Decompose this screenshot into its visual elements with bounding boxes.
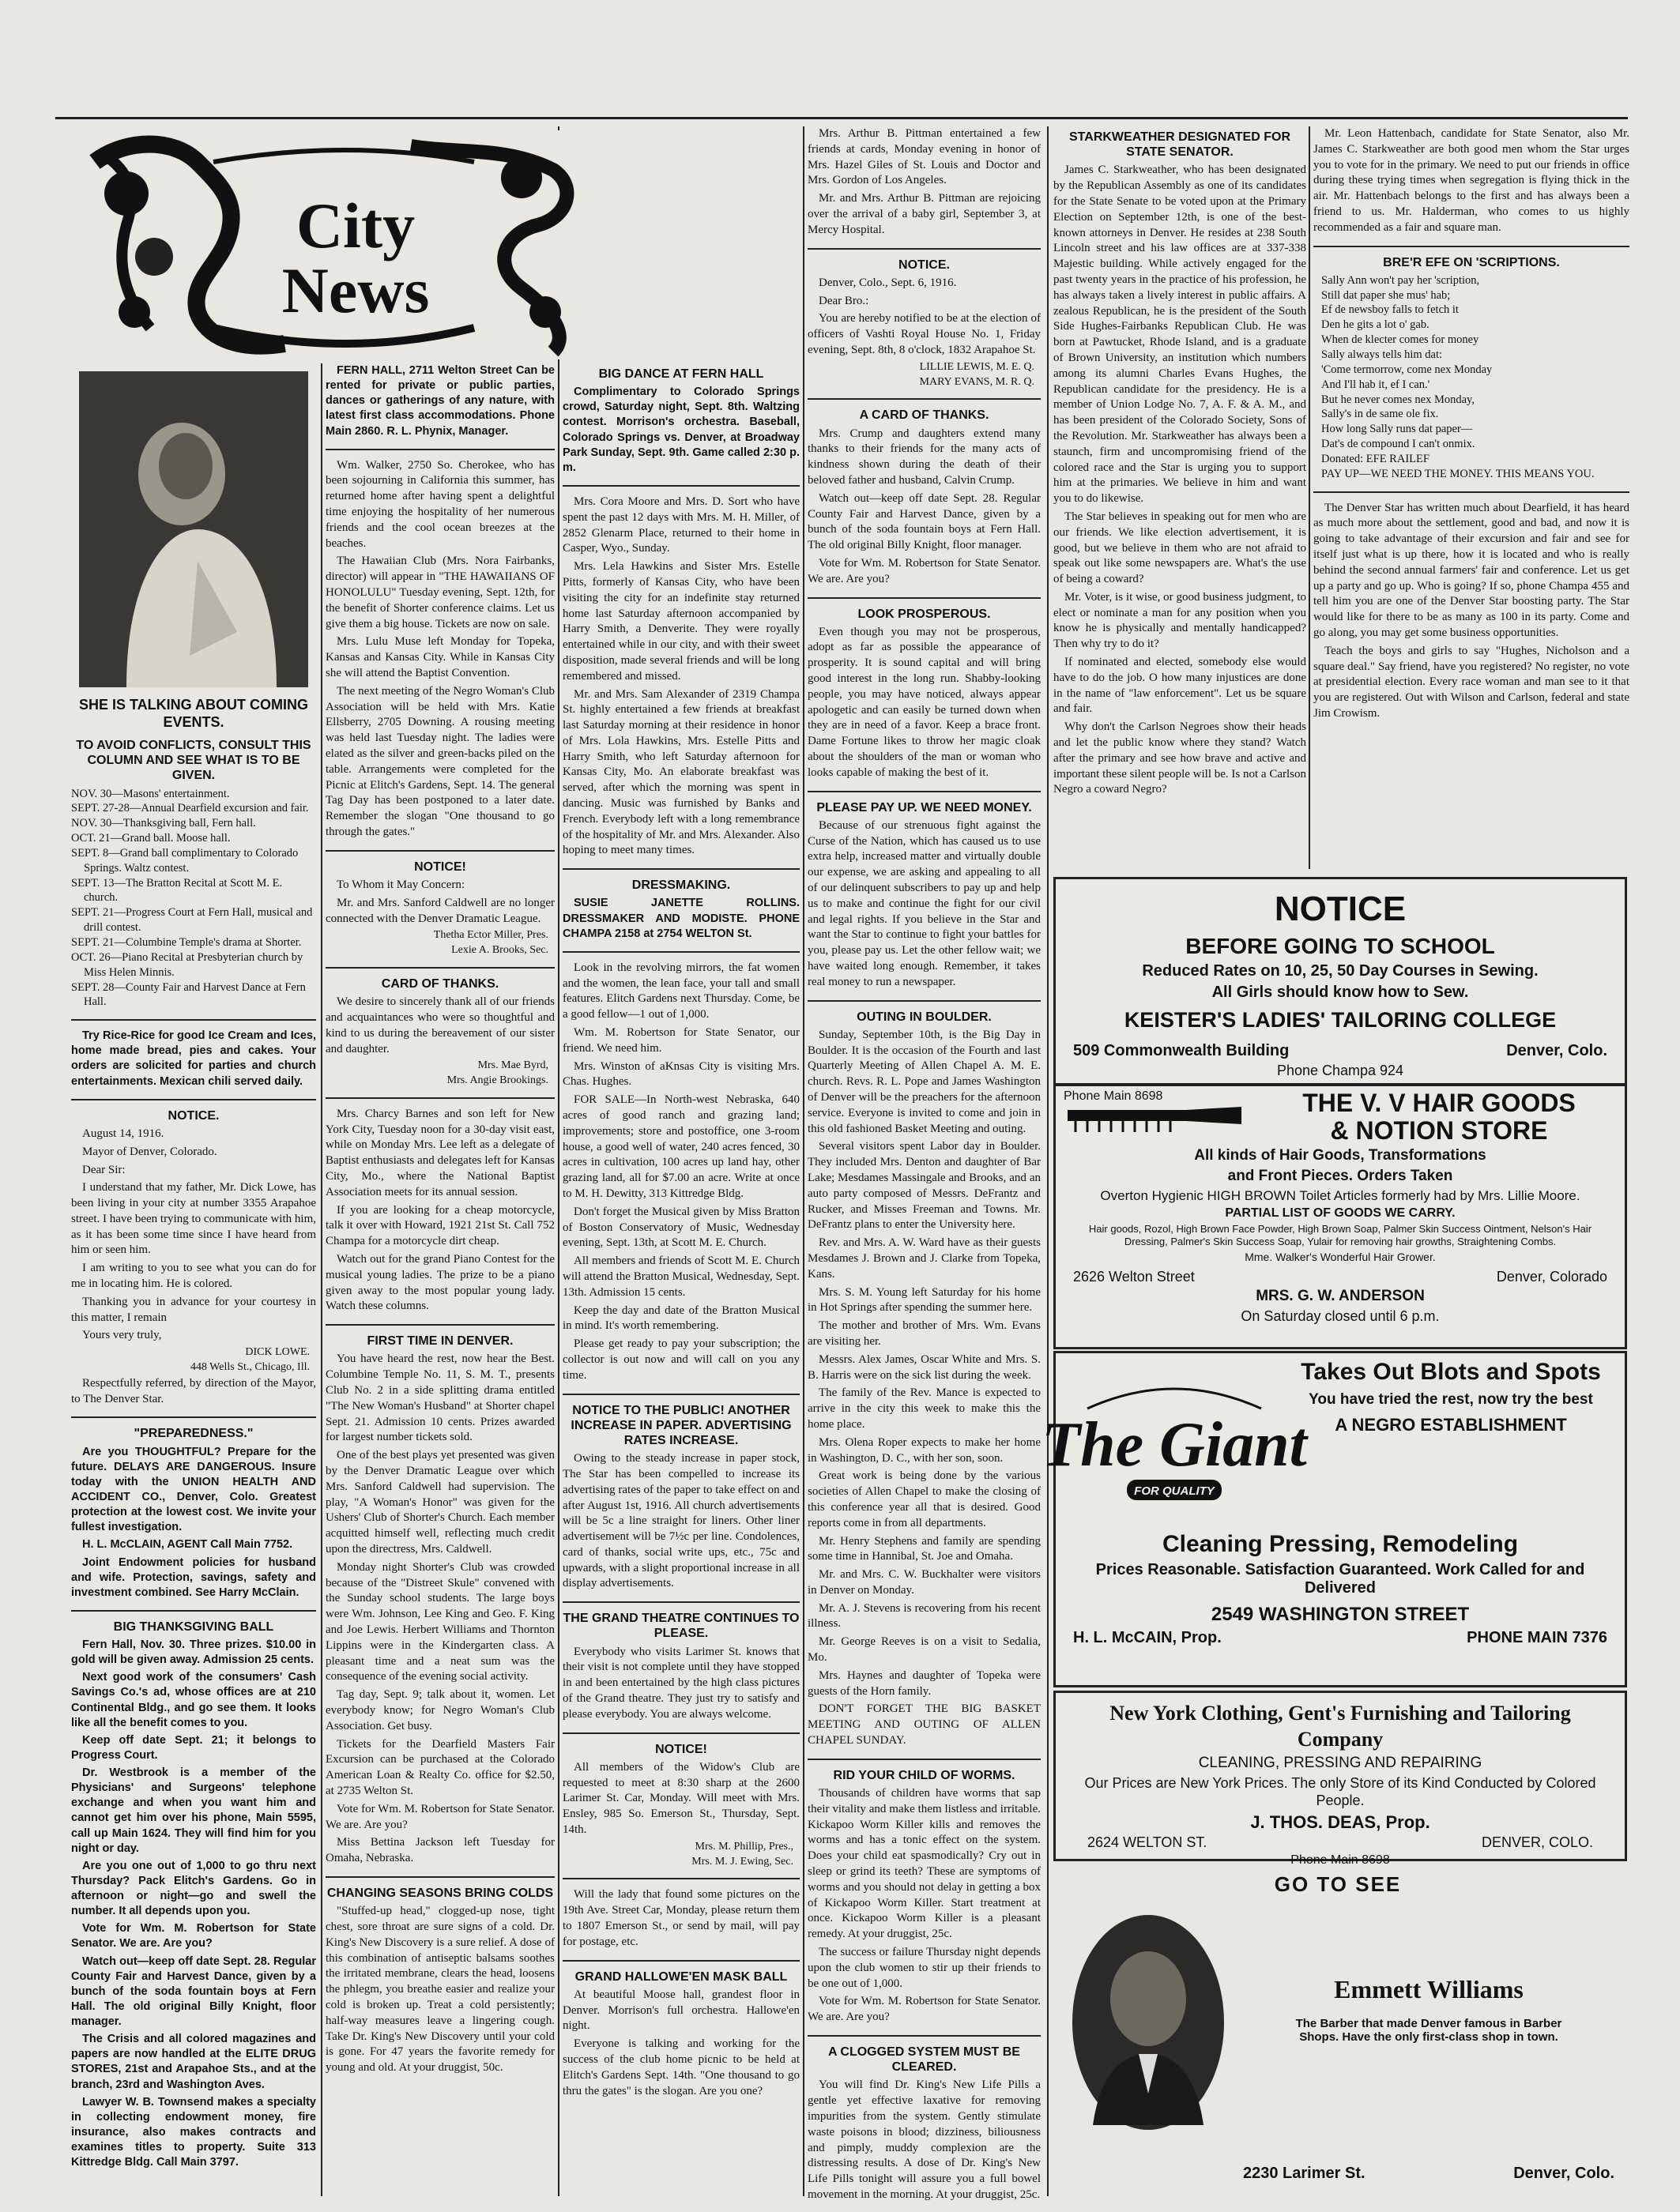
column-rule — [1309, 126, 1310, 869]
article-paragraph: Try Rice-Rice for good Ice Cream and Ices, home made bread, pies and cakes. Your orders are solicited for parties and church entertainments. Mexican chili served daily. — [71, 1029, 316, 1088]
article-headline: NOTICE TO THE PUBLIC! ANOTHER INCREASE IN PAPER. ADVERTISING RATES INCREASE. — [571, 1403, 792, 1447]
article-paragraph: Keep the day and date of the Bratton Musical in mind. It's worth remembering. — [563, 1304, 800, 1333]
article-paragraph: Respectfully referred, by direction of the Mayor, to The Denver Star. — [71, 1376, 316, 1405]
article-paragraph: Will the lady that found some pictures on the 19th Ave. Street Car, Monday, please return them to 1807 Emerson St., or send by mail, will pay for postage, etc. — [563, 1888, 800, 1948]
article — [1053, 130, 1306, 798]
ad-city: Denver, Colorado — [1496, 1269, 1607, 1285]
article-paragraph: Mr. Henry Stephens and family are spending some time in Hannibal, St. Joe and Omaha. — [808, 1534, 1041, 1563]
article-paragraph: Mr. and Mrs. Sam Alexander of 2319 Champa St. highly entertained a few friends at breakfast last Saturday morning at their residence in honor of Mrs. Lola Hawkins, Mrs. Estelle Pitts and Harry Smith, who left Saturday afternoon for Kansas City, Mo. An elaborate breakfast was served, after which the morning was spent in dancing. Music was furnished by Banks and French. Everybody left with a long remembrance of the hospitality of Mr. and Mrs. Alexander. Also hoping to meet many times. — [563, 687, 800, 857]
article-paragraph: Mrs. Crump and daughters extend many thanks to their friends for the many acts of kindness shown during the death of their beloved father and husband, Calvin Crump. — [808, 427, 1041, 487]
article-paragraph: Even though you may not be prosperous, adopt as far as possible the appearance of prosperity. It is sound capital and will bring good interest in the long run. Shabby-looking people, you may have noticed, always appear apologetic and can easily be turned down when they are in need of a favor. Keep a brace front. Dame Fortune likes to throw her magic cloak about the shoulders of the man or woman who looks capable of making the best of it. — [808, 625, 1041, 779]
ad-line: Overton Hygienic HIGH BROWN Toilet Articles formerly had by Mrs. Lillie Moore. — [1100, 1187, 1580, 1203]
event-item: SEPT. 27-28—Annual Dearfield excursion and fair. — [71, 802, 309, 815]
article-paragraph: Mr. and Mrs. C. W. Buckhalter were visitors in Denver on Monday. — [808, 1568, 1041, 1597]
ad-line: and Front Pieces. Orders Taken — [1227, 1168, 1453, 1185]
article-paragraph: Don't forget the Musical given by Miss Bratton of Boston Conservatory of Music, Wednesday evening, Sept. 13th, at Scott M. E. Church. — [563, 1205, 800, 1250]
article-paragraph: Rev. and Mrs. A. W. Ward have as their guests Mesdames J. Brown and J. Clarke from Topeka, Kans. — [808, 1236, 1041, 1281]
article-paragraph: Vote for Wm. M. Robertson for State Senator. We are. Are you? — [326, 1802, 555, 1831]
article-paragraph: Wm. M. Robertson for State Senator, our friend. We need him. — [563, 1026, 800, 1055]
verse-line: Sally's in de same ole fix. — [1321, 408, 1439, 421]
article-paragraph: Lawyer W. B. Townsend makes a specialty in collecting endowment money, fire insurance, also makes contracts and examines titles to property. Suite 313 Kittredge Bldg. Call Main 3797. — [71, 2095, 316, 2169]
article — [1313, 491, 1629, 722]
article-headline: PLEASE PAY UP. WE NEED MONEY. — [816, 800, 1032, 814]
article-headline: CARD OF THANKS. — [381, 976, 499, 991]
article-divider — [71, 1610, 316, 1612]
verse-line: When de klecter comes for money — [1321, 333, 1479, 347]
article-divider — [326, 967, 555, 969]
article-paragraph: Mrs. Olena Roper expects to make her home in Washington, D. C., with her son, soon. — [808, 1435, 1041, 1465]
verse-line: 'Come termorrow, come nex Monday — [1321, 363, 1493, 376]
article-headline: A CARD OF THANKS. — [859, 408, 989, 423]
ad-phone: Phone Champa 924 — [1276, 1062, 1404, 1078]
article-paragraph: The Crisis and all colored magazines and papers are now handled at the ELITE DRUG STORES, 21st and Arapahoe Sts., and at the branch, 23rd and Washington Aves. — [71, 2033, 316, 2091]
column-rule — [1047, 126, 1049, 2196]
article-divider — [71, 1099, 316, 1100]
article — [808, 248, 1041, 389]
event-item: SEPT. 21—Columbine Temple's drama at Shorter. — [71, 936, 302, 949]
signature: Mrs. Mae Byrd, — [477, 1059, 548, 1072]
article-headline: RID YOUR CHILD OF WORMS. — [833, 1768, 1015, 1782]
signature: 448 Wells St., Chicago, Ill. — [190, 1361, 310, 1374]
article-paragraph: Great work is being done by the various societies of Allen Chapel to make the closing of this conference year all that is desired. Good reports come in from all departments. — [808, 1469, 1041, 1529]
article — [808, 126, 1041, 239]
article-paragraph: Teach the boys and girls to say "Hughes, Nicholson and a square deal." Say friend, have you registered? No register, no vote at presidential election. Every race woman and man see to it that you are registered. Out with Wilson and Carlson, federal and state Jim Crowism. — [1313, 644, 1629, 720]
article — [71, 1099, 316, 1408]
ad-address: 509 Commonwealth Building — [1073, 1041, 1290, 1059]
article-paragraph: I am writing to you to see what you can do for me in locating him. He is colored. — [71, 1262, 316, 1291]
article-paragraph: SUSIE JANETTE ROLLINS. DRESSMAKER AND MODISTE. PHONE CHAMPA 2158 at 2754 WELTON St. — [563, 897, 800, 940]
article-divider — [563, 1960, 800, 1962]
article-headline: NOTICE. — [898, 258, 950, 272]
article-paragraph: One of the best plays yet presented was given by the Denver Dramatic League over which Mrs. Sanford Caldwell had supervision. The play, "A Woman's Honor" was given for the Ushers' Club of Shorter's Church. Each member acquitted himself well, reflecting much credit upon the directress, Mrs. Caldwell. — [326, 1449, 555, 1556]
article-headline: A CLOGGED SYSTEM MUST BE CLEARED. — [828, 2045, 1020, 2075]
ad-city: Denver, Colo. — [1513, 2165, 1614, 2182]
ad-business-name: Emmett Williams — [1334, 1975, 1524, 2003]
verse-line: Sally always tells him dat: — [1321, 348, 1443, 361]
article — [326, 449, 555, 841]
article-paragraph: You will find Dr. King's New Life Pills a gentle yet effective laxative for removing impurities from the system. Gently stimulate waste poisons in blood; dizziness, biliousness and pimply, muddy complexion are the distressing results. A dose of Dr. King's New Life Pills tonight will assure you a full bowel movement in the morning. At your druggist, 25c. — [808, 2078, 1041, 2201]
article-headline: BRE'R EFE ON 'SCRIPTIONS. — [1383, 255, 1560, 269]
article — [808, 791, 1041, 991]
ad-address: 2626 Welton Street — [1073, 1269, 1195, 1285]
article — [563, 1960, 800, 2100]
article-headline: BIG THANKSGIVING BALL — [113, 1620, 274, 1634]
article-paragraph: Mrs. Lulu Muse left Monday for Topeka, Kansas and Kansas City. While in Kansas City she will attend the Baptist Convention. — [326, 635, 555, 679]
column-4 — [808, 126, 1041, 2201]
article-paragraph: Vote for Wm. M. Robertson for State Senator. We are. Are you? — [71, 1922, 316, 1951]
giant-logo-icon — [1042, 1377, 1307, 1519]
article-paragraph: The next meeting of the Negro Woman's Club Association will be held with Mrs. Katie Ellsberry, 2705 Downing. A rousing meeting was held last Tuesday night. The ladies were elated as the silver and green-backs piled on the table. Arrangements were completed for the Picnic at Elitch's Gardens, Sept. 14. The general Tag Day has been postponed to a later date. Remember the slogan "One thousand to go through the gates." — [326, 684, 555, 838]
article — [808, 2035, 1041, 2203]
article-paragraph: Tickets for the Dearfield Masters Fair Excursion can be purchased at the Colorado American Loan & Realty Co. office for $2.50, at 2735 Welton St. — [326, 1737, 555, 1797]
article — [808, 597, 1041, 781]
article-paragraph: The family of the Rev. Mance is expected to arrive in the city this week to make this the home place. — [808, 1386, 1041, 1431]
article-paragraph: Thanking you in advance for your courtesy in this matter, I remain — [71, 1295, 316, 1324]
article-divider — [563, 1878, 800, 1879]
ad-service: Cleaning Pressing, Remodeling — [1162, 1531, 1519, 1557]
article — [808, 1000, 1041, 1749]
verse-line: Donated: EFE RAILEF — [1321, 452, 1430, 465]
article-paragraph: Fern Hall, Nov. 30. Three prizes. $10.00 in gold will be given away. Admission 25 cents. — [71, 1638, 316, 1667]
article — [808, 398, 1041, 587]
ad-subtitle: CLEANING, PRESSING AND REPAIRING — [1198, 1755, 1482, 1771]
article — [1313, 126, 1629, 236]
ad-business-name-2: & NOTION STORE — [1330, 1116, 1548, 1146]
article — [808, 1759, 1041, 2026]
page-title: City News — [281, 190, 430, 326]
signature: Thetha Ector Miller, Pres. — [433, 929, 548, 942]
ad-line: All kinds of Hair Goods, Transformations — [1194, 1147, 1486, 1164]
article-paragraph: Mrs. S. M. Young left Saturday for his home in Hot Springs after spending the summer here. — [808, 1285, 1041, 1315]
emmett-williams-ad — [1053, 1864, 1622, 2196]
article-divider — [326, 850, 555, 852]
ad-owner: MRS. G. W. ANDERSON — [1256, 1288, 1425, 1305]
article-paragraph: FOR SALE—In North-west Nebraska, 640 acres of good ranch and grazing land; improvements; store and postoffice, one 3-room house, a good well of water, 240 acres fenced, 30 acres in cultivation, 100 acres up land hay, other grazing land, all for $7.00 an acre. Write at once to M. H. Dewitty, 313 Kittredge Bldg. — [563, 1093, 800, 1200]
article-paragraph: Complimentary to Colorado Springs crowd, Saturday night, Sept. 8th. Waltzing contest. Morrison's orchestra. Baseball, Colorado Springs vs. Denver, at Broadway Park Sunday, Sept. 9th. Game called 2:30 p. m. — [563, 386, 800, 474]
article-headline: OUTING IN BOULDER. — [857, 1010, 992, 1024]
article-paragraph: Dear Bro.: — [819, 294, 869, 307]
article-paragraph: You are hereby notified to be at the election of officers of Vashti Royal House No. 1, Friday evening, Sept. 8th, 8 o'clock, 1832 Arapahoe St. — [808, 312, 1041, 356]
article-paragraph: Everyone is talking and working for the success of the club home picnic to be held at Elitch's Gardens Sept. 14th. "One thousand to go thru the gates" is the slogan. Are you one? — [563, 2037, 800, 2097]
ad-proprietor: J. THOS. DEAS, Prop. — [1250, 1811, 1430, 1832]
article-paragraph: Please get ready to pay your subscription; the collector is out now and will call on you any time. — [563, 1337, 800, 1382]
article-paragraph: Dr. Westbrook is a member of the Physicians' and Surgeons' telephone exchange and when you want him and cannot get him over his phone, Main 5595, call up Main 1624. They will find him for you night or day. — [71, 1766, 316, 1855]
article-paragraph: The Star believes in speaking out for men who are our friends. We like election advertisement, it is good, but we believe in them who are not afraid to speak out like some newspapers are. What's the use of being a coward? — [1053, 510, 1306, 586]
article-paragraph: Are you one out of 1,000 to go thru next Thursday? Pack Elitch's Gardens. Go in afternoon or night—go and swell the number. It all depends upon you. — [71, 1859, 316, 1918]
article-paragraph: Monday night Shorter's Club was crowded because of the "Distreet Skule" convened with the Sunday school students. The large boys were Wm. Johnson, Lee King and Geo. F. King and Joe Lewis. Herbert Williams and Thornton Lippins were in the Kindergarten class. A pleasant time and a neat sum was the consequence of the evening social activity. — [326, 1560, 555, 1683]
article-paragraph: Watch out—keep off date Sept. 28. Regular County Fair and Harvest Dance, given by a bunch of the soda fountain boys at Fern Hall. The old original Billy Knight, floor manager. — [808, 491, 1041, 552]
article-divider — [326, 449, 555, 450]
ad-description: The Barber that made Denver famous in Barber Shops. Have the only first-class shop in town. — [1295, 2017, 1562, 2044]
signature: Lexie A. Brooks, Sec. — [451, 944, 548, 957]
ad-city: Denver, Colo. — [1506, 1041, 1607, 1059]
article-paragraph: The mother and brother of Mrs. Wm. Evans are visiting her. — [808, 1319, 1041, 1348]
article-headline: LOOK PROSPEROUS. — [857, 607, 991, 621]
article-paragraph: Watch out for the grand Piano Contest for the musical young ladies. The prize to be a piano given away to the most popular young lady. Watch these columns. — [326, 1253, 555, 1313]
article-paragraph: "Stuffed-up head," clogged-up nose, tight chest, sore throat are sure signs of a cold. Dr. King's New Discovery is a sure relief. A dose of this combination of antiseptic balsams soothes the irritated membrane, clears the head, loosens the phlegm, you breathe easier and realize your cold is broken up. Treat a cold persistently; half-way measures leave a lingering cough. Take Dr. King's New Discovery until your cold is gone. For 47 years the favorite remedy for young and old. At your druggist, 50c. — [326, 1905, 555, 2075]
article-headline: TO AVOID CONFLICTS, CONSULT THIS COLUMN AND SEE WHAT IS TO BE GIVEN. — [76, 739, 311, 783]
photo-caption-title: SHE IS TALKING ABOUT COMING EVENTS. — [79, 697, 308, 730]
article-headline: STARKWEATHER DESIGNATED FOR STATE SENATOR. — [1069, 130, 1290, 160]
article-headline: DRESSMAKING. — [631, 878, 731, 893]
article-divider — [808, 2035, 1041, 2037]
article-paragraph: Joint Endowment policies for husband and wife. Protection, savings, safety and investment combined. See Harry McClain. — [71, 1556, 316, 1599]
article — [563, 1394, 800, 1593]
article-paragraph: The Denver Star has written much about Dearfield, it has heard as much more about the settlement, good and bad, and now it is going to take advantage of their excursion and fair and see for itself just what is up there, how it is located and who is really behind the second annual farmers' fair and conference. Let us get up a party and go up. Who is going? If so, phone Champa 455 and tell him you are one of the Denver Star boosting party. The Star would like for there to be as many as 100 in its party. Come and go along, you may get some business opportunities. — [1313, 501, 1629, 639]
article-paragraph: James C. Starkweather, who has been designated by the Republican Assembly as one of its candidates for the State Senate to be voted upon at the Primary Election on September 12th, is one of the best-known attorneys in Denver. He resides at 238 South Lincoln street and his law offices are at 337-338 Majestic building. While actively engaged for the past twenty years in the practice of his profession, he has always taken a lively interest in public affairs. A zealous Republican, he is the president of the South Side Hughes-Fairbanks Republican Club. He was born at Pawtucket, Rhode Island, and is a graduate of Brown University, an institution which numbers among its alumni Charles Evans Hughes, the Republican candidate for the presidency. He is a member of Union Lodge No. 7, A. F. & A. M., and has been president of the Colorado Society, Sons of the Revolution. Mr. Starkweather has always been a staunch, firm and uncompromising friend of the colored race and the Star is urging you to support him at the primaries. We believe in him and want you to do likewise. — [1053, 164, 1306, 506]
article — [326, 363, 555, 439]
article — [563, 1878, 800, 1950]
top-rule — [55, 117, 1628, 119]
article-paragraph: Mr. Voter, is it wise, or good business judgment, to elect or nominate a man for any position when you know he is physically and mentally handicapped? Then why try to do it? — [1053, 590, 1306, 651]
ad-establishment: A NEGRO ESTABLISHMENT — [1335, 1415, 1567, 1435]
verse-line: Still dat paper she mus' hab; — [1321, 288, 1451, 302]
giant-cleaning-ad — [1042, 1351, 1627, 1687]
ad-address: 2549 WASHINGTON STREET — [1211, 1604, 1470, 1625]
article — [563, 868, 800, 942]
verse-line: Den he gits a lot o' gab. — [1321, 318, 1430, 332]
article-paragraph: Mr. and Mrs. Arthur B. Pittman are rejoicing over the arrival of a baby girl, September 3, at Mercy Hospital. — [808, 192, 1041, 236]
article-paragraph: Mr. George Reeves is on a visit to Sedalia, Mo. — [808, 1635, 1041, 1665]
article — [71, 1416, 316, 1600]
article — [71, 1610, 316, 2170]
ad-phone: Phone Main 8698 — [1290, 1853, 1390, 1868]
article-paragraph: Mrs. Haynes and daughter of Topeka were guests of the Horn family. — [808, 1668, 1041, 1698]
article-divider — [808, 597, 1041, 599]
column-3 — [563, 363, 800, 2196]
article-paragraph: Vote for Wm. M. Robertson for State Senator. We are. Are you? — [808, 556, 1041, 585]
event-item: SEPT. 13—The Bratton Recital at Scott M. E. church. — [71, 876, 283, 905]
signature: Mrs. M. J. Ewing, Sec. — [691, 1855, 793, 1868]
ad-phone: PHONE MAIN 7376 — [1467, 1629, 1607, 1646]
article-paragraph: Wm. Walker, 2750 So. Cherokee, who has been sojourning in California this summer, has returned home after having spent a delightful time enjoying the hospitality of her numerous friends and the cool ocean breezes at the beaches. — [326, 458, 555, 550]
article-headline: NOTICE. — [168, 1108, 220, 1123]
ad-address: 2624 WELTON ST. — [1087, 1834, 1207, 1851]
article-headline: NOTICE! — [655, 1742, 707, 1756]
article-paragraph: If nominated and elected, somebody else would have to do the job. O how many injustices are done in the name of "law enforcement". Let us be square and fair. — [1053, 656, 1306, 716]
article-paragraph: Because of our strenuous fight against the Curse of the Nation, which has caused us to use extra help, increased matter and virtually double our expense, we are asking and appealing to all of our delinquent subscribers to pay up and help us to make and continue the fight for our civil and legal rights. If you believe in the Star and want the Star to continue to fight your battles for you, please pay us. Let the other fellow wait; we have waited long enough. Remember, it takes real money to run a newspaper. — [808, 818, 1041, 988]
ad-prices: Our Prices are New York Prices. The only Store of its Kind Conducted by Colored People. — [1084, 1774, 1596, 1809]
ad-address: 2230 Larimer St. — [1243, 2165, 1365, 2182]
event-item: SEPT. 21—Progress Court at Fern Hall, musical and drill contest. — [71, 906, 313, 935]
article-paragraph: To Whom it May Concern: — [337, 878, 465, 891]
article-paragraph: Watch out—keep off date Sept. 28. Regular County Fair and Harvest Dance, given by a bunch of the soda fountain boys at Fern Hall. The old original Billy Knight, floor manager. — [71, 1954, 316, 2029]
ad-hours: On Saturday closed until 6 p.m. — [1241, 1307, 1440, 1324]
article-divider — [71, 1416, 316, 1418]
article-paragraph: All members and friends of Scott M. E. Church will attend the Bratton Musical, Wednesday, Sept. 13th. Admission 15 cents. — [563, 1255, 800, 1299]
article-divider — [563, 868, 800, 870]
article-paragraph: Mayor of Denver, Colorado. — [82, 1145, 217, 1158]
article-paragraph: Several visitors spent Labor day in Boulder. They included Mrs. Denton and daughter of Bar Lake; Mesdames Massingale and Brooks, and an auto party composed of Messrs. DeFrantz and Rucker, and Misses Freeman and Towns. Mr. DeFrantz plans to enter the University here. — [808, 1140, 1041, 1232]
article-divider — [563, 1732, 800, 1734]
article — [563, 1601, 800, 1722]
article-divider — [808, 1000, 1041, 1002]
article-paragraph: The success or failure Thursday night depends upon the club women to stir up their friends to be one out of 1,000. — [808, 1946, 1041, 1990]
event-item: SEPT. 8—Grand ball complimentary to Colorado Springs. Waltz contest. — [71, 846, 299, 875]
article-divider — [326, 1324, 555, 1326]
ad-headline: Takes Out Blots and Spots — [1301, 1359, 1601, 1385]
signature: MARY EVANS, M. R. Q. — [919, 375, 1034, 388]
article-paragraph: Mrs. Charcy Barnes and son left for New York City, Tuesday noon for a 30-day visit east, while on Monday Mrs. Lee left as a delegate of Baptist enthusiasts and delegates left for Kansas City, Mo., where the National Baptist Association meets for its annual session. — [326, 1107, 555, 1198]
event-item: SEPT. 28—County Fair and Harvest Dance at Fern Hall. — [71, 980, 306, 1009]
article-paragraph: Are you THOUGHTFUL? Prepare for the future. DELAYS ARE DANGEROUS. Insure today with the UNION HEALTH AND ACCIDENT CO., Denver, Colo. Greatest protection at the lowest cost. We invite your fullest investigation. — [71, 1445, 316, 1534]
ad-title: NOTICE — [1274, 890, 1407, 928]
signature: Mrs. M. Phillip, Pres., — [695, 1840, 793, 1853]
ad-proprietor: H. L. McCAIN, Prop. — [1073, 1629, 1222, 1646]
article-paragraph: Next good work of the consumers' Cash Savings Co.'s ad, whose offices are at 210 Continental Bldg., and go see them. It looks like all the benefit comes to you. — [71, 1671, 316, 1729]
ad-subline: You have tried the rest, now try the best — [1309, 1391, 1593, 1408]
article-divider — [563, 485, 800, 487]
article-paragraph: H. L. McCLAIN, AGENT Call Main 7752. — [82, 1538, 293, 1552]
article-divider — [1313, 246, 1629, 247]
article — [326, 1876, 555, 2076]
article-paragraph: Mrs. Arthur B. Pittman entertained a few friends at cards, Monday evening in honor of Mrs. Hazel Giles of St. Louis and Doctor and Mrs. Gordon of Los Angeles. — [808, 127, 1041, 187]
column-rule — [321, 363, 322, 2196]
signature: Mrs. Angie Brookings. — [446, 1074, 548, 1087]
article-headline: "PREPAREDNESS." — [134, 1427, 254, 1441]
article-paragraph: Mr. Leon Hattenbach, candidate for State Senator, also Mr. James C. Starkweather are both good men whom the Star urges you to vote for in the primary. We need to put our friends in office during these trying times when segregation is flying thick in the air. Mr. Hattenbach belongs to the first and has always been a friend to us. Mr. Halderman, who comes to us highly recommended as a fair and square man. — [1313, 127, 1629, 234]
article-headline: GRAND HALLOWE'EN MASK BALL — [574, 1969, 788, 1984]
article — [326, 967, 555, 1088]
article-divider — [808, 791, 1041, 792]
article-paragraph: The Hawaiian Club (Mrs. Nora Fairbanks, director) will appear in "THE HAWAIIANS OF HONOLULU" Tuesday evening, Sept. 12th, for the benefit of Shorter conference claims. Let us give them a big house. Tickets are now on sale. — [326, 555, 555, 630]
ad-girls: All Girls should know how to Sew. — [1211, 984, 1469, 1001]
article-paragraph: Mr. A. J. Stevens is recovering from his recent illness. — [808, 1601, 1041, 1631]
article-divider — [326, 1876, 555, 1878]
ad-subtitle: BEFORE GOING TO SCHOOL — [1185, 934, 1495, 958]
article-divider — [1313, 491, 1629, 493]
article — [1313, 246, 1629, 482]
article-paragraph: You have heard the rest, now hear the Best. Columbine Temple No. 11, S. M. T., presents Club No. 2 in a side splitting drama entitled "The New Woman's Husband" at Shorter chapel Sept. 21. Admission 10 cents. Prizes awarded for largest number tickets sold. — [326, 1352, 555, 1444]
article-divider — [71, 1019, 316, 1021]
verse-line: And I'll hab it, ef I can.' — [1321, 378, 1430, 391]
barber-portrait — [1069, 1912, 1227, 2133]
article-paragraph: Miss Bettina Jackson left Tuesday for Omaha, Nebraska. — [326, 1836, 555, 1865]
new-york-clothing-ad — [1053, 1691, 1627, 1868]
article-paragraph: At beautiful Moose hall, grandest floor in Denver. Morrison's full orchestra. Hallowe'en night. — [563, 1988, 800, 2033]
signature: LILLIE LEWIS, M. E. Q. — [919, 360, 1034, 373]
giant-logo-text: The Giant — [1042, 1410, 1307, 1480]
article — [326, 850, 555, 957]
article-paragraph: FERN HALL, 2711 Welton Street Can be rented for private or public parties, dances or gatherings of any nature, with latest first class accommodations. Phone Main 2860. R. L. Phynix, Manager. — [326, 364, 555, 438]
ad-goto: GO TO SEE — [1274, 1872, 1402, 1896]
verse-line: PAY UP—WE NEED THE MONEY. THIS MEANS YOU. — [1321, 467, 1595, 480]
ad-goods-list: Hair goods, Rozol, High Brown Face Powder, High Brown Soap, Palmer Skin Success Ointment, Nelson's Hair Dressing, Palmer's Skin Success Soap, Yulair for removing hair growths, Straightening Combs. — [1088, 1223, 1592, 1248]
article-paragraph: DON'T FORGET THE BIG BASKET MEETING AND OUTING OF ALLEN CHAPEL SUNDAY. — [808, 1702, 1041, 1747]
giant-logo-subtext: FOR QUALITY — [1134, 1484, 1215, 1498]
verse-line: Ef de newsboy falls to fetch it — [1321, 303, 1459, 317]
ad-business-name: New York Clothing, Gent's Furnishing and Tailoring Company — [1109, 1702, 1571, 1751]
article-paragraph: Vote for Wm. M. Robertson for State Senator. We are. Are you? — [808, 1995, 1041, 2024]
photo-caption — [71, 694, 316, 734]
article — [71, 1019, 316, 1089]
verse-line: Dat's de compound I can't onmix. — [1321, 438, 1475, 451]
article — [326, 1097, 555, 1315]
article-paragraph: Mrs. Winston of aKnsas City is visiting Mrs. Chas. Hughes. — [563, 1059, 800, 1089]
article — [326, 1324, 555, 1867]
article-paragraph: Yours very truly, — [82, 1329, 162, 1342]
article-paragraph: Denver, Colo., Sept. 6, 1916. — [819, 276, 957, 289]
ad-business-name: KEISTER'S LADIES' TAILORING COLLEGE — [1124, 1008, 1557, 1032]
event-item: OCT. 26—Piano Recital at Presbyterian church by Miss Helen Minnis. — [71, 950, 303, 979]
event-item: NOV. 30—Masons' entertainment. — [71, 787, 230, 800]
article-paragraph: Messrs. Alex James, Oscar White and Mrs. S. B. Harris were on the sick list during the week. — [808, 1352, 1041, 1382]
ad-business-name: THE V. V HAIR GOODS — [1302, 1089, 1576, 1117]
column-rule — [558, 126, 559, 2196]
article-paragraph: Mrs. Lela Hawkins and Sister Mrs. Estelle Pitts, formerly of Kansas City, who have been visiting the city for an indefinite stay returned home last Saturday afternoon accompanied by Harry Smith, a Denverite. They were royally entertained while in our city, and with their sweet disposition, made several friends and will be long remembered and missed. — [563, 560, 800, 683]
column-2 — [326, 363, 555, 2196]
article-paragraph: August 14, 1916. — [82, 1127, 164, 1140]
column-rule — [803, 126, 804, 2196]
article-paragraph: Keep off date Sept. 21; it belongs to Progress Court. — [71, 1733, 316, 1762]
article-paragraph: Owing to the steady increase in paper stock, The Star has been compelled to increase its advertising rates of the paper to take effect on and after August 1st, 1916. All church advertisements will be 5c a line straight for liners. Other liner advertisement will be 7½c per line. Condolences, card of thanks, social write ups, etc., 75c and upwards, with a slight proportional increase in all display advertisements. — [563, 1452, 800, 1590]
verse-line: Sally Ann won't pay her 'scription, — [1321, 273, 1480, 287]
event-item: NOV. 30—Thanksgiving ball, Fern hall. — [71, 817, 256, 830]
keisters-tailoring-ad — [1053, 877, 1627, 1085]
article — [563, 485, 800, 859]
article — [563, 951, 800, 1384]
comb-icon — [1064, 1104, 1245, 1135]
city-news-masthead — [79, 130, 798, 359]
article-paragraph: Dear Sir: — [82, 1163, 126, 1176]
article — [563, 367, 800, 476]
article-headline: FIRST TIME IN DENVER. — [367, 1334, 514, 1349]
article-headline: THE GRAND THEATRE CONTINUES TO PLEASE. — [563, 1612, 800, 1641]
article-divider — [808, 1759, 1041, 1760]
article-paragraph: Why don't the Carlson Negroes show their heads and let the public know where they stand? Watch after the primary and see how brave and active and important these silent people will be. Is not a Carlson Negro a coward Negro? — [1053, 720, 1306, 796]
article-paragraph: Mr. and Mrs. Sanford Caldwell are no longer connected with the Denver Dramatic League. — [326, 896, 555, 925]
article-paragraph: I understand that my father, Mr. Dick Lowe, has been living in your city at number 3355 Arapahoe street. I have been trying to communicate with him, as it has been some time since I have heard from him or seen him. — [71, 1181, 316, 1257]
article-divider — [563, 1394, 800, 1395]
column-1 — [71, 735, 316, 2196]
article — [563, 1732, 800, 1869]
article-paragraph: Mrs. Cora Moore and Mrs. D. Sort who have spent the past 12 days with Mrs. M. H. Miller, of 2852 Glenarm Place, returned to their home in Casper, Wyo., Sunday. — [563, 495, 800, 555]
article-paragraph: We desire to sincerely thank all of our friends and acquaintances who were so thoughtful and kind to us during the bereavement of our sister and daughter. — [326, 995, 555, 1055]
article-headline: NOTICE! — [414, 860, 466, 874]
article-divider — [326, 1097, 555, 1099]
signature: DICK LOWE. — [245, 1346, 310, 1359]
woman-photo — [79, 371, 308, 687]
ad-city: DENVER, COLO. — [1481, 1834, 1593, 1851]
article-divider — [808, 398, 1041, 400]
article-headline: CHANGING SEASONS BRING COLDS — [326, 1886, 554, 1900]
article-paragraph: If you are looking for a cheap motorcycle, talk it over with Howard, 1921 21st St. Call 752 Champa for a motorcycle dirt cheap. — [326, 1203, 555, 1248]
event-item: OCT. 21—Grand ball. Moose hall. — [71, 832, 231, 845]
article-paragraph: Tag day, Sept. 9; talk about it, women. Let everybody know; for Negro Woman's Club Association. Get busy. — [326, 1688, 555, 1732]
ad-phone: Phone Main 8698 — [1064, 1089, 1163, 1103]
vv-hair-goods-ad — [1053, 1084, 1627, 1349]
ad-rates: Reduced Rates on 10, 25, 50 Day Courses in Sewing. — [1142, 962, 1539, 980]
article-paragraph: Thousands of children have worms that sap their vitality and make them listless and irritable. Kickapoo Worm Killer kills and removes the worms and has a tonic effect on the system. Does your child eat spasmodically? Cry out in sleep or grind its teeth? These are symptoms of worms and you should not delay in getting a box of Kickapoo Worm Killer. Start treatment at once. Kickapoo Worm Killer is a pleasant remedy. At your druggist, 25c. — [808, 1787, 1041, 1941]
ad-prices: Prices Reasonable. Satisfaction Guaranteed. Work Called for and Delivered — [1095, 1561, 1585, 1597]
article — [71, 738, 316, 1010]
ad-list-title: PARTIAL LIST OF GOODS WE CARRY. — [1225, 1206, 1456, 1221]
verse-line: How long Sally runs dat paper— — [1321, 423, 1473, 436]
article-paragraph: All members of the Widow's Club are requested to meet at 8:30 sharp at the 2600 Larimer St. Car, Monday. Will meet with Mrs. Ensley, 985 So. Emerson St., Thursday, Sept. 14th. — [563, 1760, 800, 1837]
article-paragraph: Look in the revolving mirrors, the fat women and the women, the lean face, your tall and small features. Elitch Gardens next Thursday. Come, be a good fellow—1 out of 1,000. — [563, 961, 800, 1021]
article-headline: BIG DANCE AT FERN HALL — [598, 367, 764, 381]
article-divider — [808, 248, 1041, 250]
article-paragraph: Sunday, September 10th, is the Big Day in Boulder. It is the occasion of the Fourth and last Quarterly Meeting of Allen Chapel A. M. E. church. Revs. R. L. Pope and James Washington of Denver will be the preachers for the afternoon service. Everyone is invited to come and join in this old fashioned Basket Meeting and outing. — [808, 1028, 1041, 1135]
article-paragraph: Everybody who visits Larimer St. knows that their visit is not complete until they have stopped in and been entertained by the high class pictures of the Grand theatre. They just try to satisfy and please everybody. You are always welcome. — [563, 1645, 800, 1721]
article-divider — [563, 1601, 800, 1603]
article-divider — [563, 951, 800, 953]
verse-line: But he never comes nex Monday, — [1321, 393, 1475, 406]
ad-line: Mme. Walker's Wonderful Hair Grower. — [1245, 1250, 1436, 1263]
